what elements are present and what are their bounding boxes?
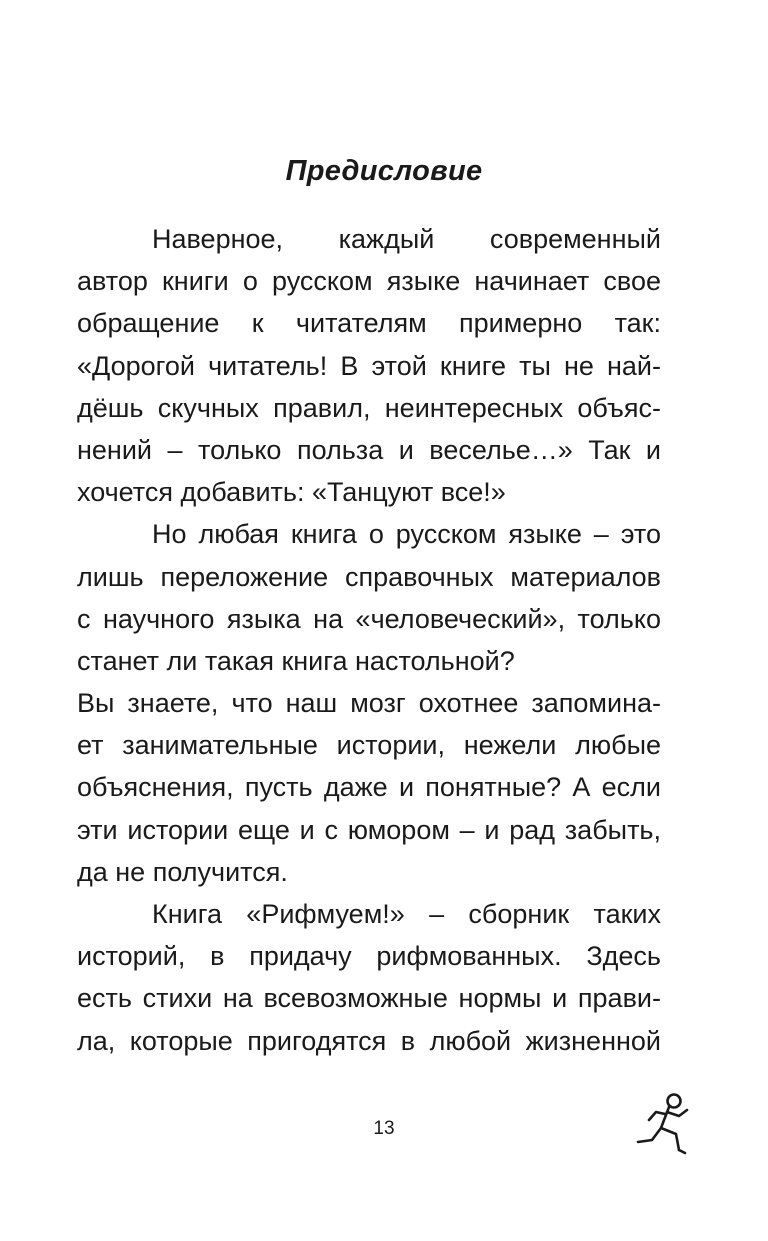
text-line: Наверное, каждый современный (152, 224, 661, 254)
text-line: ла, которые пригодятся в любой жизненной (77, 1025, 661, 1056)
text-line: нений – только польза и веселье…» Так и (77, 434, 661, 465)
text-line: автор книги о русском языке начинает свое (77, 266, 661, 297)
text-line: обращение к читателям примерно так: (77, 308, 661, 339)
text-line: объяснения, пусть даже и понятные? А если (77, 772, 661, 803)
text-line: эти истории еще и с юмором – и рад забыть, (77, 814, 661, 845)
text-line: станет ли такая книга настольной? (77, 645, 515, 676)
text-line: да не получится. (77, 856, 288, 887)
body-text (77, 218, 661, 1062)
text-line: с научного языка на «человеческий», только (77, 603, 661, 634)
text-line: ет занимательные истории, нежели любые (77, 730, 661, 761)
text-line: «Дорогой читатель! В этой книге ты не най- (77, 350, 661, 381)
page-title: Предисловие (285, 155, 483, 187)
text-line: дёшь скучных правил, неинтересных объяс- (77, 392, 661, 423)
text-line: Вы знаете, что наш мозг охотнее запомина- (77, 688, 661, 719)
text-line: Но любая книга о русском языке – это (152, 519, 661, 550)
page-number: 13 (373, 1118, 395, 1139)
text-line: историй, в придачу рифмованных. Здесь (77, 941, 661, 972)
text-line: лишь переложение справочных материалов (77, 561, 661, 592)
text-line: хочется добавить: «Танцуют все!» (77, 477, 506, 508)
running-figure-icon (634, 1092, 696, 1158)
text-line: есть стихи на всевозможные нормы и прави- (77, 983, 661, 1014)
text-line: Книга «Рифмуем!» – сборник таких (152, 899, 661, 929)
